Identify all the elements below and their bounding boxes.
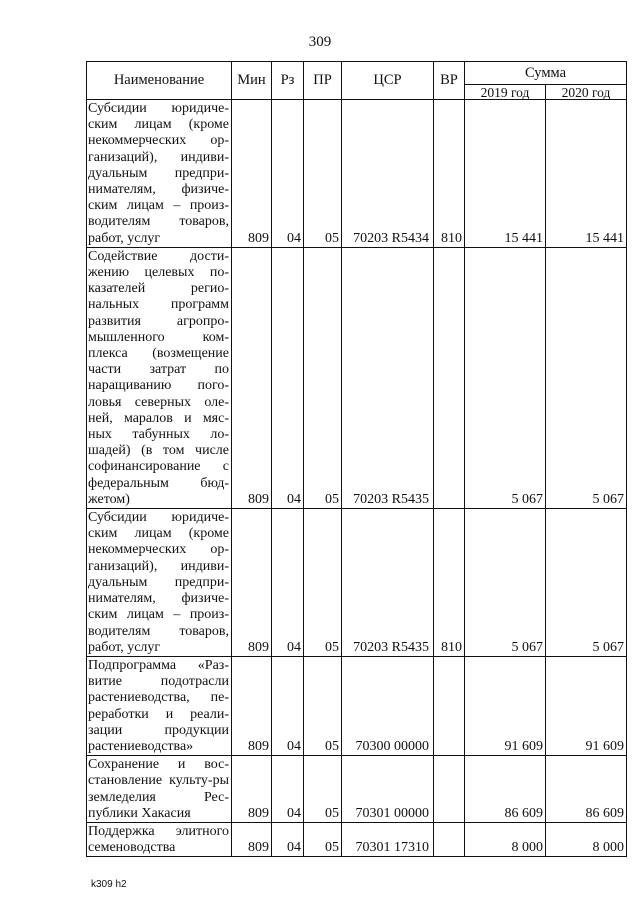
row-name: Сохранение и вос-становление культу-ры земледелия Рес-публики Хакасия xyxy=(87,756,232,823)
header-min: Мин xyxy=(232,62,272,100)
row-sum-2019: 91 609 xyxy=(465,656,546,755)
row-vr xyxy=(434,656,465,755)
header-vr: ВР xyxy=(434,62,465,100)
row-pr: 05 xyxy=(304,247,342,508)
row-pr: 05 xyxy=(304,100,342,248)
row-min: 809 xyxy=(232,756,272,823)
row-csr: 70301 17310 xyxy=(342,822,434,856)
budget-table xyxy=(86,61,627,857)
footer-code: k309 h2 xyxy=(91,879,127,890)
row-sum-2020: 15 441 xyxy=(546,100,627,248)
row-vr xyxy=(434,756,465,823)
row-vr: 810 xyxy=(434,100,465,248)
header-pr: ПР xyxy=(304,62,342,100)
table-row xyxy=(87,509,627,657)
row-name: Субсидии юридиче-ским лицам (кроме некоммерческих ор-ганизаций), индиви-дуальным предпри-нимателям, физиче-ским лицам – произ-водителям товаров, работ, услуг xyxy=(87,100,232,248)
row-vr: 810 xyxy=(434,509,465,657)
header-year-2020: 2020 год xyxy=(546,85,627,100)
row-rz: 04 xyxy=(272,656,304,755)
table-row xyxy=(87,756,627,823)
row-sum-2020: 5 067 xyxy=(546,247,627,508)
header-rz: Рз xyxy=(272,62,304,100)
row-name: Поддержка элитного семеноводства xyxy=(87,822,232,856)
row-pr: 05 xyxy=(304,656,342,755)
row-csr: 70203 R5434 xyxy=(342,100,434,248)
table-row xyxy=(87,247,627,508)
table-row xyxy=(87,822,627,856)
header-sum: Сумма xyxy=(465,62,627,85)
row-sum-2019: 86 609 xyxy=(465,756,546,823)
row-csr: 70203 R5435 xyxy=(342,509,434,657)
row-min: 809 xyxy=(232,100,272,248)
table-row xyxy=(87,100,627,248)
row-min: 809 xyxy=(232,247,272,508)
row-rz: 04 xyxy=(272,822,304,856)
row-csr: 70300 00000 xyxy=(342,656,434,755)
row-sum-2020: 86 609 xyxy=(546,756,627,823)
row-csr: 70301 00000 xyxy=(342,756,434,823)
row-vr xyxy=(434,822,465,856)
row-pr: 05 xyxy=(304,756,342,823)
row-sum-2020: 8 000 xyxy=(546,822,627,856)
row-pr: 05 xyxy=(304,822,342,856)
row-rz: 04 xyxy=(272,509,304,657)
table-body xyxy=(87,100,627,857)
row-sum-2019: 5 067 xyxy=(465,247,546,508)
row-min: 809 xyxy=(232,656,272,755)
row-rz: 04 xyxy=(272,247,304,508)
header-year-2019: 2019 год xyxy=(465,85,546,100)
row-min: 809 xyxy=(232,509,272,657)
row-sum-2019: 5 067 xyxy=(465,509,546,657)
row-name: Содействие дости-жению целевых по-казателей регио-нальных программ развития агропро-мышленного ком-плекса (возмещение части затрат по наращиванию пого-ловья северных оле-ней, маралов и мяс-ных табунных ло-шадей) (в том числе софинансирование с федеральным бюд-жетом) xyxy=(87,247,232,508)
row-min: 809 xyxy=(232,822,272,856)
page-number: 309 xyxy=(308,34,332,50)
table-row xyxy=(87,656,627,755)
row-name: Подпрограмма «Раз-витие подотрасли растениеводства, пе-реработки и реали-зации продукции растениеводства» xyxy=(87,656,232,755)
header-csr: ЦСР xyxy=(342,62,434,100)
row-pr: 05 xyxy=(304,509,342,657)
row-sum-2019: 8 000 xyxy=(465,822,546,856)
row-rz: 04 xyxy=(272,100,304,248)
row-sum-2019: 15 441 xyxy=(465,100,546,248)
header-name: Наименование xyxy=(87,62,232,100)
row-rz: 04 xyxy=(272,756,304,823)
row-csr: 70203 R5435 xyxy=(342,247,434,508)
row-name: Субсидии юридиче-ским лицам (кроме некоммерческих ор-ганизаций), индиви-дуальным предпри-нимателям, физиче-ским лицам – произ-водителям товаров, работ, услуг xyxy=(87,509,232,657)
row-sum-2020: 91 609 xyxy=(546,656,627,755)
row-sum-2020: 5 067 xyxy=(546,509,627,657)
table-header xyxy=(87,62,627,100)
row-vr xyxy=(434,247,465,508)
